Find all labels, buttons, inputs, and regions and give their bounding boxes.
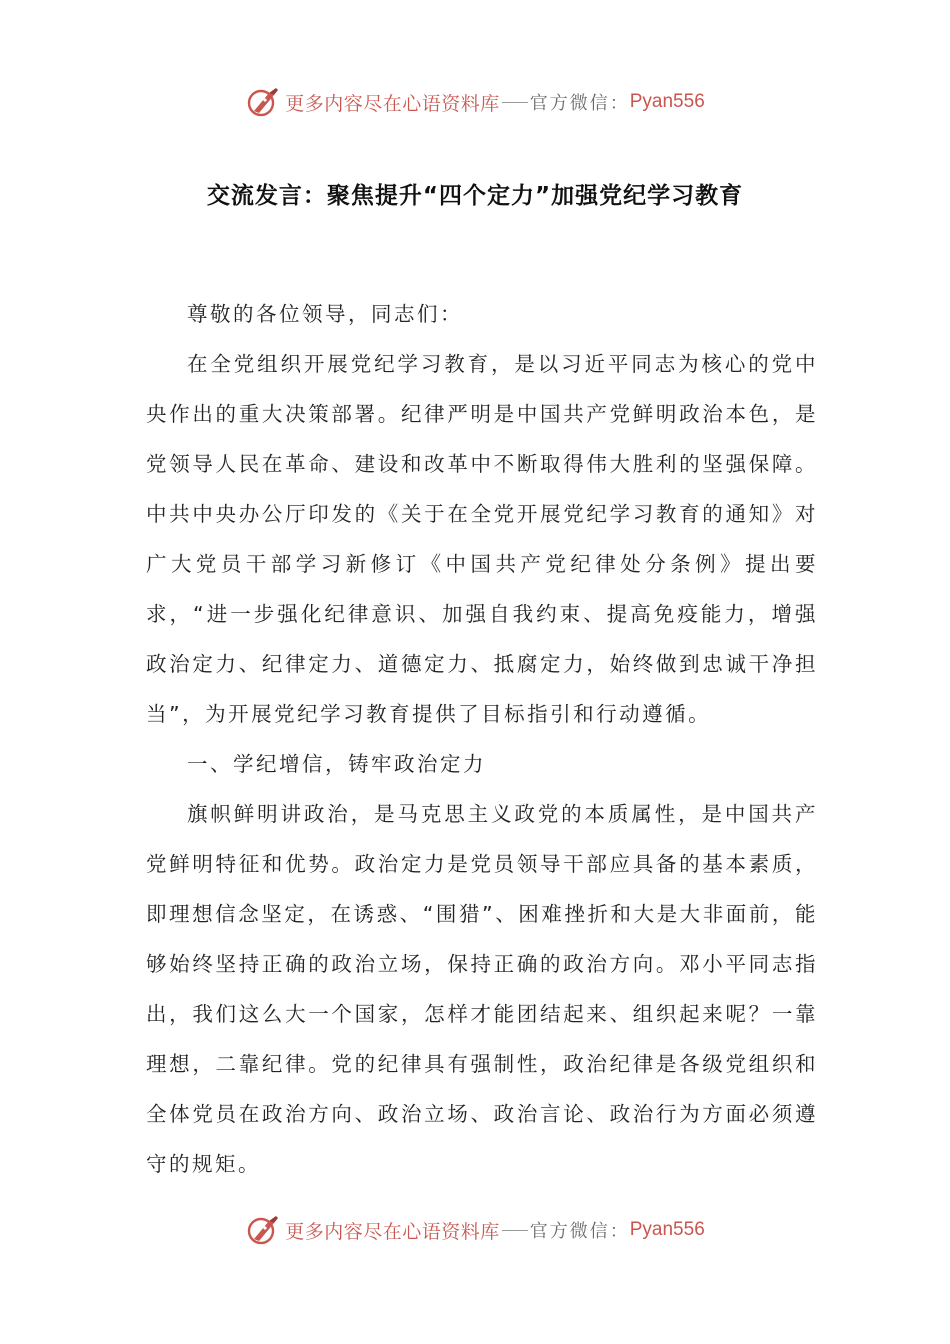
- banner-wechat-id: Pyan556: [629, 91, 705, 112]
- section-heading-1: 一、学纪增信，铸牢政治定力: [187, 752, 486, 776]
- paragraph-intro: 在全党组织开展党纪学习教育，是以习近平同志为核心的党中央作出的重大决策部署。纪律严明是中国共产党鲜明政治本色，是党领导人民在革命、建设和改革中不断取得伟大胜利的坚强保障。中共中央办公厅印发的《关于在全党开展党纪学习教育的通知》对广大党员干部学习新修订《中国共产党纪律处分条例》提出要求，“进一步强化纪律意识、加强自我约束、提高免疫能力，增强政治定力、纪律定力、道德定力、抵腐定力，始终做到忠诚干净担当”，为开展党纪学习教育提供了目标指引和行动遵循。: [146, 352, 818, 726]
- banner-dash: [502, 1230, 528, 1231]
- paragraph-section-1: 旗帜鲜明讲政治，是马克思主义政党的本质属性，是中国共产党鲜明特征和优势。政治定力是党员领导干部应具备的基本素质，即理想信念坚定，在诱惑、“围猎”、困难挫折和大是大非面前，能够始终坚持正确的政治立场，保持正确的政治方向。邓小平同志指出，我们这么大一个国家，怎样才能团结起来、组织起来呢？一靠理想，二靠纪律。党的纪律具有强制性，政治纪律是各级党组织和全体党员在政治方向、政治立场、政治言论、政治行为方面必须遵守的规矩。: [146, 802, 818, 1176]
- banner-text: 更多内容尽在心语资料库: [285, 1220, 500, 1243]
- header-banner: [0, 82, 950, 122]
- salutation: 尊敬的各位领导，同志们：: [187, 302, 463, 326]
- document-body: [146, 289, 818, 1189]
- document-title: 交流发言：聚焦提升“四个定力”加强党纪学习教育: [206, 183, 744, 209]
- banner-wechat-id: Pyan556: [629, 1219, 705, 1240]
- banner-wechat-label: 官方微信：: [529, 1221, 630, 1242]
- banner-dash: [502, 102, 528, 103]
- banner-text: 更多内容尽在心语资料库: [285, 92, 500, 115]
- pen-nib-logo-icon: [245, 84, 281, 120]
- footer-banner: [0, 1210, 950, 1250]
- pen-nib-logo-icon: [245, 1212, 281, 1248]
- banner-wechat-label: 官方微信：: [529, 93, 630, 114]
